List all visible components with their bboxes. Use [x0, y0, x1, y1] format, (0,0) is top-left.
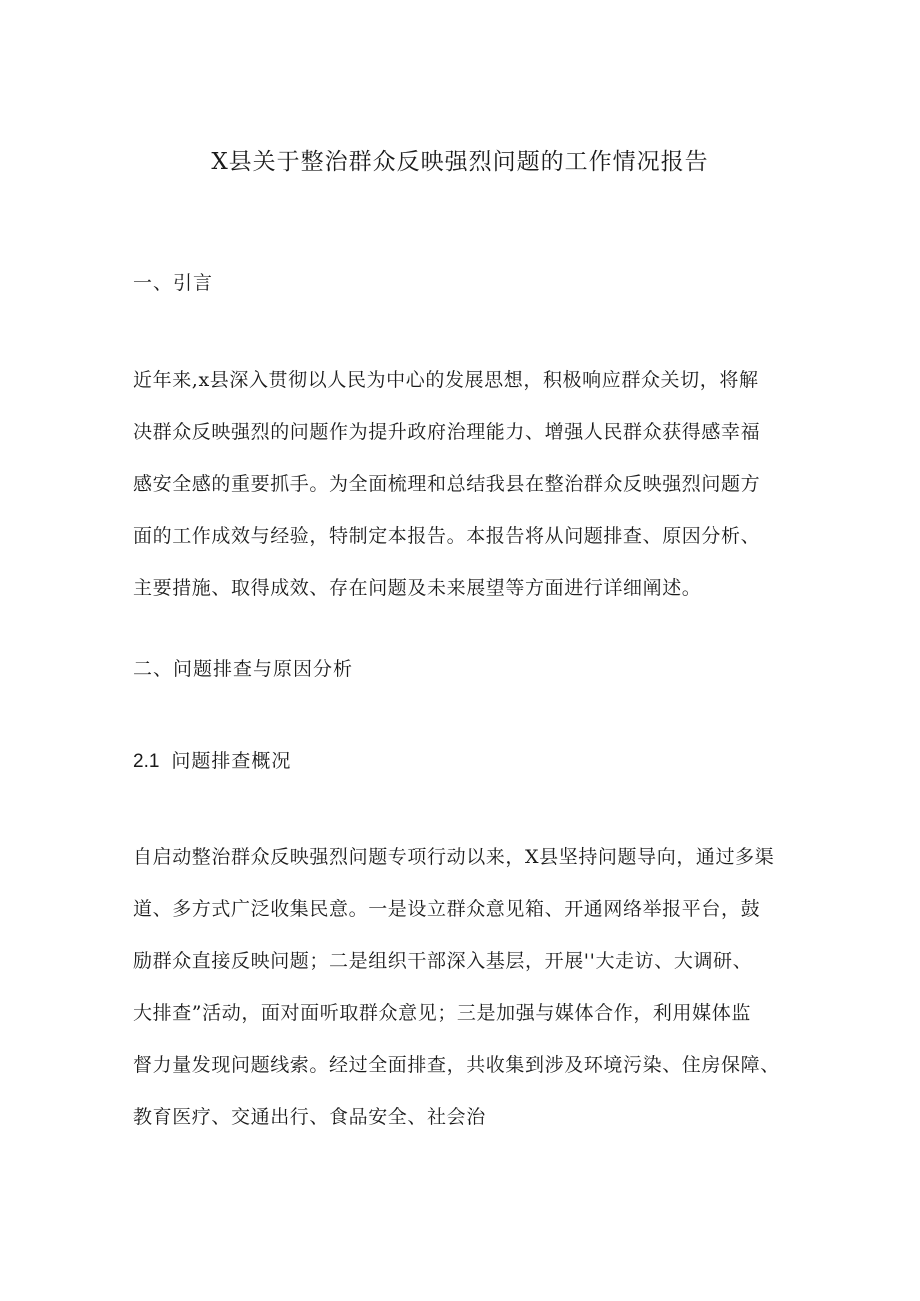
paragraph-line: 督力量发现问题线索。经过全面排查，共收集到涉及环境污染、住房保障、	[133, 1054, 780, 1076]
paragraph-line: 主要措施、取得成效、存在问题及未来展望等方面进行详细阐述。	[133, 577, 702, 599]
subsection-heading	[133, 747, 291, 776]
section-heading-problem-analysis: 二、问题排查与原因分析	[133, 658, 354, 680]
problem-survey-paragraph	[133, 843, 793, 1155]
paragraph-line: 自启动整治群众反映强烈问题专项行动以来，X县坚持问题导向，通过多渠	[133, 846, 775, 868]
subsection-title: 问题排查概况	[171, 750, 292, 772]
subsection-number: 2.1	[133, 751, 160, 772]
paragraph-line: 决群众反映强烈的问题作为提升政府治理能力、增强人民群众获得感幸福	[133, 421, 761, 443]
paragraph-line: 道、多方式广泛收集民意。一是设立群众意见箱、开通网络举报平台，鼓	[133, 898, 761, 920]
introduction-paragraph	[133, 366, 793, 626]
paragraph-line: 励群众直接反映问题；二是组织干部深入基层，开展''大走访、大调研、	[133, 950, 753, 972]
paragraph-line: 近年来,x县深入贯彻以人民为中心的发展思想，积极响应群众关切，将解	[133, 369, 759, 391]
paragraph-line: 感安全感的重要抓手。为全面梳理和总结我县在整治群众反映强烈问题方	[133, 473, 761, 495]
document-title: X县关于整治群众反映强烈问题的工作情况报告	[211, 149, 709, 175]
paragraph-line: 面的工作成效与经验，特制定本报告。本报告将从问题排查、原因分析、	[133, 525, 761, 547]
paragraph-line: 教育医疗、交通出行、食品安全、社会治	[133, 1106, 486, 1128]
section-heading-introduction: 一、引言	[133, 272, 214, 294]
paragraph-line: 大排查”活动，面对面听取群众意见；三是加强与媒体合作，利用媒体监	[133, 1002, 751, 1024]
